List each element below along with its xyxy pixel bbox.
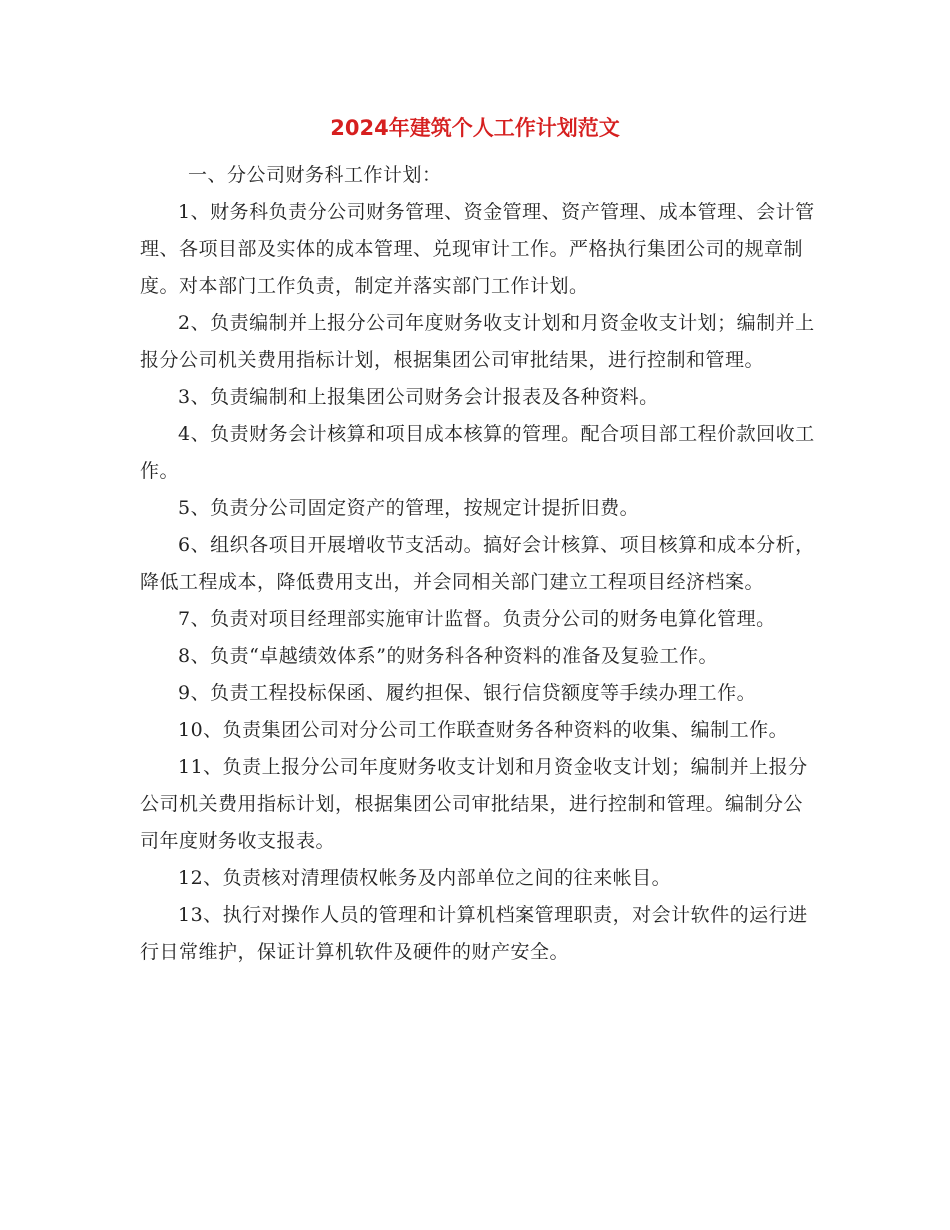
paragraph-5: 5、负责分公司固定资产的管理，按规定计提折旧费。 [178,497,640,519]
paragraph-4: 4、负责财务会计核算和项目成本核算的管理。配合项目部工程价款回收工作。 [140,423,815,482]
paragraph-2: 2、负责编制并上报分公司年度财务收支计划和月资金收支计划；编制并上报分公司机关费用指标计划，根据集团公司审批结果，进行控制和管理。 [140,312,815,371]
paragraph-8: 8、负责“卓越绩效体系”的财务科各种资料的准备及复验工作。 [178,645,719,667]
paragraph-11: 11、负责上报分公司年度财务收支计划和月资金收支计划；编制并上报分公司机关费用指标计划，根据集团公司审批结果，进行控制和管理。编制分公司年度财务收支报表。 [140,756,808,852]
paragraph-10: 10、负责集团公司对分公司工作联查财务各种资料的收集、编制工作。 [178,719,789,741]
paragraph-13: 13、执行对操作人员的管理和计算机档案管理职责，对会计软件的运行进行日常维护，保证计算机软件及硬件的财产安全。 [140,904,808,963]
paragraph-6: 6、组织各项目开展增收节支活动。搞好会计核算、项目核算和成本分析，降低工程成本，降低费用支出，并会同相关部门建立工程项目经济档案。 [140,534,815,593]
section-heading: 一、分公司财务科工作计划： [188,164,442,186]
paragraph-9: 9、负责工程投标保函、履约担保、银行信贷额度等手续办理工作。 [178,682,757,704]
document-body [140,157,820,971]
paragraph-3: 3、负责编制和上报集团公司财务会计报表及各种资料。 [178,386,659,408]
paragraph-7: 7、负责对项目经理部实施审计监督。负责分公司的财务电算化管理。 [178,608,776,630]
paragraph-12: 12、负责核对清理债权帐务及内部单位之间的往来帐目。 [178,867,672,889]
document-title: 2024年建筑个人工作计划范文 [330,116,620,140]
paragraph-1: 1、财务科负责分公司财务管理、资金管理、资产管理、成本管理、会计管理、各项目部及实体的成本管理、兑现审计工作。严格执行集团公司的规章制度。对本部门工作负责，制定并落实部门工作计划。 [140,201,815,297]
